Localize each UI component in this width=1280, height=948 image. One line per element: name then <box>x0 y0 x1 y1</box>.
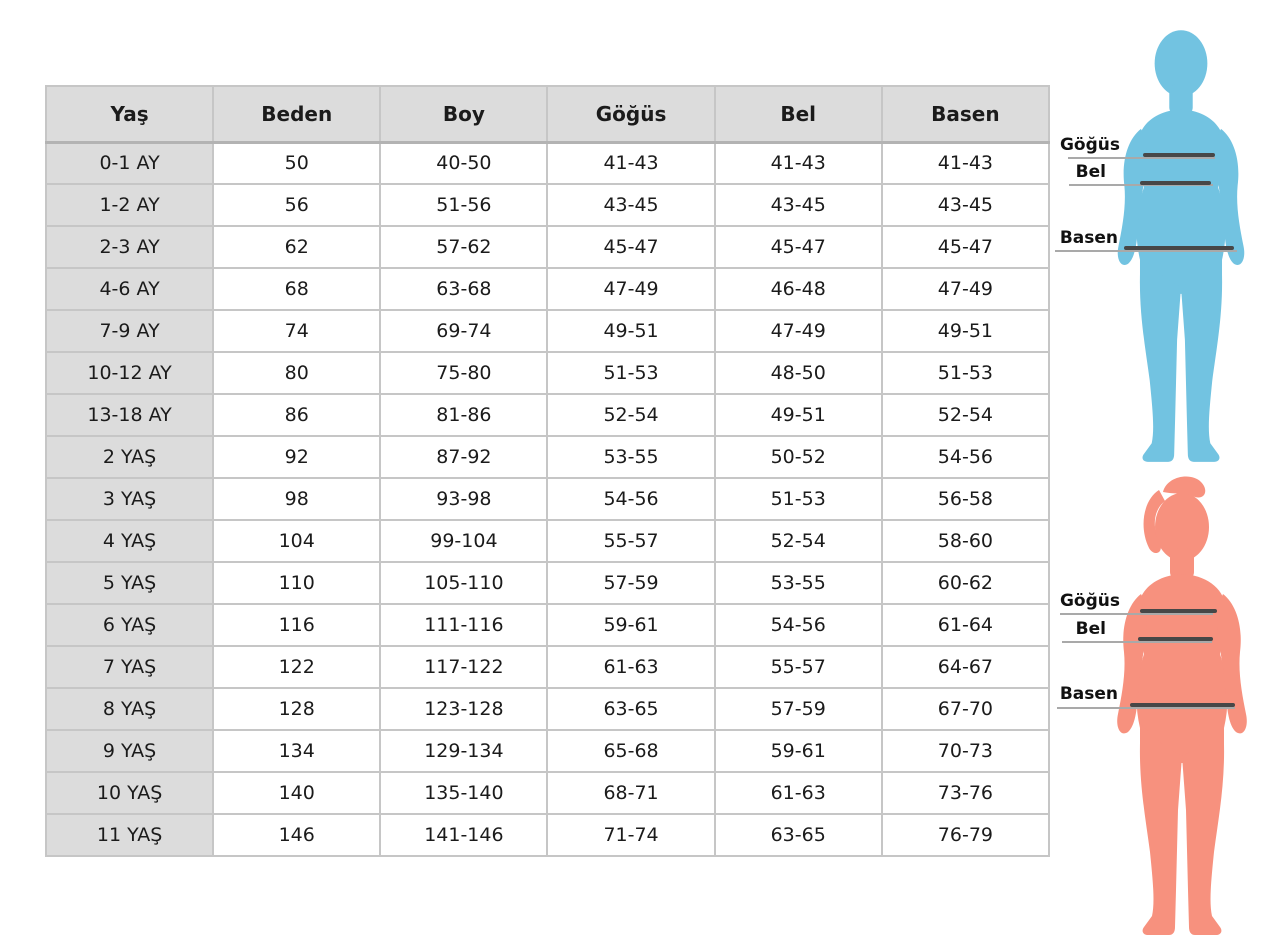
value-cell: 62 <box>213 226 380 268</box>
value-cell: 98 <box>213 478 380 520</box>
age-cell: 11 YAŞ <box>46 814 213 856</box>
value-cell: 43-45 <box>715 184 882 226</box>
value-cell: 129-134 <box>380 730 547 772</box>
table-row <box>46 226 1049 268</box>
table-row <box>46 772 1049 814</box>
value-cell: 140 <box>213 772 380 814</box>
girl-basen-guide-line <box>1057 707 1235 709</box>
child-silhouette-pink <box>1096 474 1268 946</box>
value-cell: 71-74 <box>547 814 714 856</box>
value-cell: 75-80 <box>380 352 547 394</box>
table-row <box>46 478 1049 520</box>
boy-gogus-label: Göğüs <box>1059 135 1120 155</box>
boy-waist-tape-line <box>1140 181 1211 185</box>
value-cell: 68-71 <box>547 772 714 814</box>
value-cell: 47-49 <box>715 310 882 352</box>
value-cell: 128 <box>213 688 380 730</box>
value-cell: 59-61 <box>715 730 882 772</box>
value-cell: 117-122 <box>380 646 547 688</box>
boy-basen-guide-line <box>1055 250 1237 252</box>
value-cell: 51-56 <box>380 184 547 226</box>
girl-bel-label: Bel <box>1075 619 1106 639</box>
value-cell: 56-58 <box>882 478 1049 520</box>
boy-hip-tape-line <box>1124 246 1234 250</box>
table-row <box>46 604 1049 646</box>
girl-basen-label: Basen <box>1059 684 1118 704</box>
column-header-0: Yaş <box>46 86 213 142</box>
column-header-4: Bel <box>715 86 882 142</box>
value-cell: 45-47 <box>547 226 714 268</box>
girl-bel-guide-line <box>1062 641 1212 643</box>
value-cell: 49-51 <box>547 310 714 352</box>
value-cell: 54-56 <box>547 478 714 520</box>
value-cell: 46-48 <box>715 268 882 310</box>
age-cell: 7-9 AY <box>46 310 213 352</box>
value-cell: 59-61 <box>547 604 714 646</box>
value-cell: 53-55 <box>547 436 714 478</box>
table-row <box>46 562 1049 604</box>
table-row <box>46 142 1049 184</box>
value-cell: 41-43 <box>882 142 1049 184</box>
value-cell: 55-57 <box>547 520 714 562</box>
value-cell: 61-64 <box>882 604 1049 646</box>
age-cell: 13-18 AY <box>46 394 213 436</box>
value-cell: 54-56 <box>715 604 882 646</box>
boy-left-leg <box>1140 256 1181 462</box>
value-cell: 63-65 <box>547 688 714 730</box>
age-cell: 6 YAŞ <box>46 604 213 646</box>
girl-right-leg <box>1182 724 1224 935</box>
size-table <box>45 85 1050 857</box>
value-cell: 92 <box>213 436 380 478</box>
table-row <box>46 352 1049 394</box>
value-cell: 48-50 <box>715 352 882 394</box>
value-cell: 58-60 <box>882 520 1049 562</box>
value-cell: 40-50 <box>380 142 547 184</box>
value-cell: 141-146 <box>380 814 547 856</box>
table-row <box>46 520 1049 562</box>
value-cell: 123-128 <box>380 688 547 730</box>
column-header-5: Basen <box>882 86 1049 142</box>
value-cell: 61-63 <box>547 646 714 688</box>
table-body <box>46 142 1049 856</box>
value-cell: 67-70 <box>882 688 1049 730</box>
age-cell: 10-12 AY <box>46 352 213 394</box>
age-cell: 3 YAŞ <box>46 478 213 520</box>
value-cell: 69-74 <box>380 310 547 352</box>
value-cell: 99-104 <box>380 520 547 562</box>
value-cell: 146 <box>213 814 380 856</box>
value-cell: 51-53 <box>547 352 714 394</box>
column-header-2: Boy <box>380 86 547 142</box>
value-cell: 50-52 <box>715 436 882 478</box>
value-cell: 51-53 <box>882 352 1049 394</box>
value-cell: 54-56 <box>882 436 1049 478</box>
value-cell: 116 <box>213 604 380 646</box>
value-cell: 52-54 <box>715 520 882 562</box>
girl-body-group <box>1117 493 1247 935</box>
value-cell: 56 <box>213 184 380 226</box>
value-cell: 49-51 <box>715 394 882 436</box>
age-cell: 4 YAŞ <box>46 520 213 562</box>
table-row <box>46 814 1049 856</box>
table-row <box>46 184 1049 226</box>
value-cell: 43-45 <box>547 184 714 226</box>
value-cell: 81-86 <box>380 394 547 436</box>
girl-gogus-label: Göğüs <box>1059 591 1120 611</box>
value-cell: 68 <box>213 268 380 310</box>
boy-bel-label: Bel <box>1075 162 1106 182</box>
value-cell: 104 <box>213 520 380 562</box>
girl-silhouette-svg <box>1096 474 1268 946</box>
age-cell: 2 YAŞ <box>46 436 213 478</box>
value-cell: 53-55 <box>715 562 882 604</box>
boy-right-leg <box>1181 256 1222 462</box>
value-cell: 55-57 <box>715 646 882 688</box>
value-cell: 57-59 <box>547 562 714 604</box>
age-cell: 8 YAŞ <box>46 688 213 730</box>
value-cell: 105-110 <box>380 562 547 604</box>
value-cell: 49-51 <box>882 310 1049 352</box>
girl-waist-tape-line <box>1138 637 1213 641</box>
age-cell: 5 YAŞ <box>46 562 213 604</box>
header-row <box>46 86 1049 142</box>
value-cell: 80 <box>213 352 380 394</box>
table-row <box>46 688 1049 730</box>
value-cell: 76-79 <box>882 814 1049 856</box>
value-cell: 45-47 <box>882 226 1049 268</box>
value-cell: 86 <box>213 394 380 436</box>
value-cell: 93-98 <box>380 478 547 520</box>
value-cell: 51-53 <box>715 478 882 520</box>
value-cell: 111-116 <box>380 604 547 646</box>
table-row <box>46 310 1049 352</box>
value-cell: 45-47 <box>715 226 882 268</box>
boy-chest-tape-line <box>1143 153 1215 157</box>
value-cell: 43-45 <box>882 184 1049 226</box>
value-cell: 47-49 <box>547 268 714 310</box>
value-cell: 63-65 <box>715 814 882 856</box>
size-table-head <box>46 86 1049 142</box>
table-row <box>46 436 1049 478</box>
girl-hip-tape-line <box>1130 703 1235 707</box>
boy-basen-label: Basen <box>1059 228 1118 248</box>
value-cell: 135-140 <box>380 772 547 814</box>
table-row <box>46 268 1049 310</box>
age-cell: 9 YAŞ <box>46 730 213 772</box>
girl-gogus-guide-line <box>1060 613 1213 615</box>
age-cell: 10 YAŞ <box>46 772 213 814</box>
table-row <box>46 730 1049 772</box>
value-cell: 134 <box>213 730 380 772</box>
table-row <box>46 394 1049 436</box>
value-cell: 41-43 <box>547 142 714 184</box>
age-cell: 4-6 AY <box>46 268 213 310</box>
value-cell: 65-68 <box>547 730 714 772</box>
column-header-1: Beden <box>213 86 380 142</box>
value-cell: 41-43 <box>715 142 882 184</box>
boy-gogus-guide-line <box>1068 157 1215 159</box>
age-cell: 2-3 AY <box>46 226 213 268</box>
value-cell: 61-63 <box>715 772 882 814</box>
value-cell: 57-62 <box>380 226 547 268</box>
age-cell: 0-1 AY <box>46 142 213 184</box>
value-cell: 64-67 <box>882 646 1049 688</box>
age-cell: 1-2 AY <box>46 184 213 226</box>
value-cell: 122 <box>213 646 380 688</box>
girl-left-leg <box>1140 724 1182 935</box>
age-cell: 7 YAŞ <box>46 646 213 688</box>
column-header-3: Göğüs <box>547 86 714 142</box>
value-cell: 87-92 <box>380 436 547 478</box>
value-cell: 60-62 <box>882 562 1049 604</box>
value-cell: 50 <box>213 142 380 184</box>
value-cell: 47-49 <box>882 268 1049 310</box>
value-cell: 63-68 <box>380 268 547 310</box>
value-cell: 52-54 <box>547 394 714 436</box>
value-cell: 70-73 <box>882 730 1049 772</box>
value-cell: 74 <box>213 310 380 352</box>
table-row <box>46 646 1049 688</box>
girl-chest-tape-line <box>1140 609 1217 613</box>
value-cell: 57-59 <box>715 688 882 730</box>
value-cell: 110 <box>213 562 380 604</box>
value-cell: 73-76 <box>882 772 1049 814</box>
value-cell: 52-54 <box>882 394 1049 436</box>
